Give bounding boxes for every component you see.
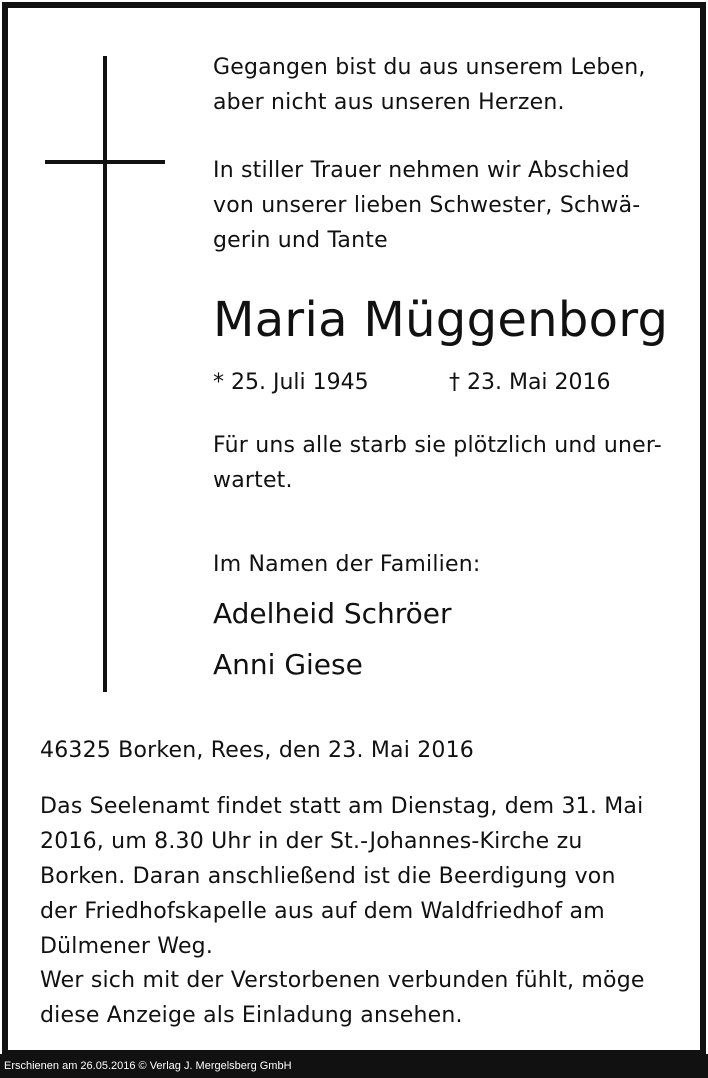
- service-line-1: Das Seelenamt findet statt am Dienstag, dem 31. Mai: [40, 794, 644, 819]
- life-dates: [213, 365, 668, 400]
- cross-icon: [103, 56, 107, 692]
- mourner-2: Anni Giese: [213, 648, 363, 681]
- farewell-line-3: gerin und Tante: [213, 228, 388, 253]
- intro-line-2: aber nicht aus unseren Herzen.: [213, 90, 565, 115]
- service-line-3: Borken. Daran anschließend ist die Beerdigung von: [40, 864, 616, 889]
- cross-icon-bar: [45, 160, 165, 164]
- death-date: † 23. Mai 2016: [449, 370, 611, 395]
- family-intro: Im Namen der Familien:: [213, 552, 481, 577]
- farewell-line-1: In stiller Trauer nehmen wir Abschied: [213, 158, 630, 183]
- place-date: 46325 Borken, Rees, den 23. Mai 2016: [40, 738, 474, 763]
- service-line-5: Dülmener Weg.: [40, 934, 214, 959]
- birth-date: * 25. Juli 1945: [213, 370, 369, 395]
- invite-line-2: diese Anzeige als Einladung ansehen.: [40, 1003, 463, 1028]
- death-note-line-2: wartet.: [213, 468, 293, 493]
- mourner-1: Adelheid Schröer: [213, 597, 452, 630]
- invite-line-1: Wer sich mit der Verstorbenen verbunden fühlt, möge: [40, 968, 645, 993]
- publication-footer: Erschienen am 26.05.2016 © Verlag J. Mergelsberg GmbH: [0, 1054, 708, 1078]
- death-note: [213, 428, 668, 498]
- farewell-text: [213, 153, 668, 258]
- service-line-2: 2016, um 8.30 Uhr in der St.-Johannes-Kirche zu: [40, 829, 583, 854]
- invitation-text: [40, 963, 670, 1033]
- service-info: [40, 789, 670, 964]
- intro-line-1: Gegangen bist du aus unserem Leben,: [213, 55, 646, 80]
- farewell-line-2: von unserer lieben Schwester, Schwä-: [213, 193, 641, 218]
- intro-quote: [213, 50, 668, 120]
- death-note-line-1: Für uns alle starb sie plötzlich und uner-: [213, 433, 662, 458]
- service-line-4: der Friedhofskapelle aus auf dem Waldfriedhof am: [40, 899, 605, 924]
- deceased-name: Maria Müggenborg: [213, 292, 669, 348]
